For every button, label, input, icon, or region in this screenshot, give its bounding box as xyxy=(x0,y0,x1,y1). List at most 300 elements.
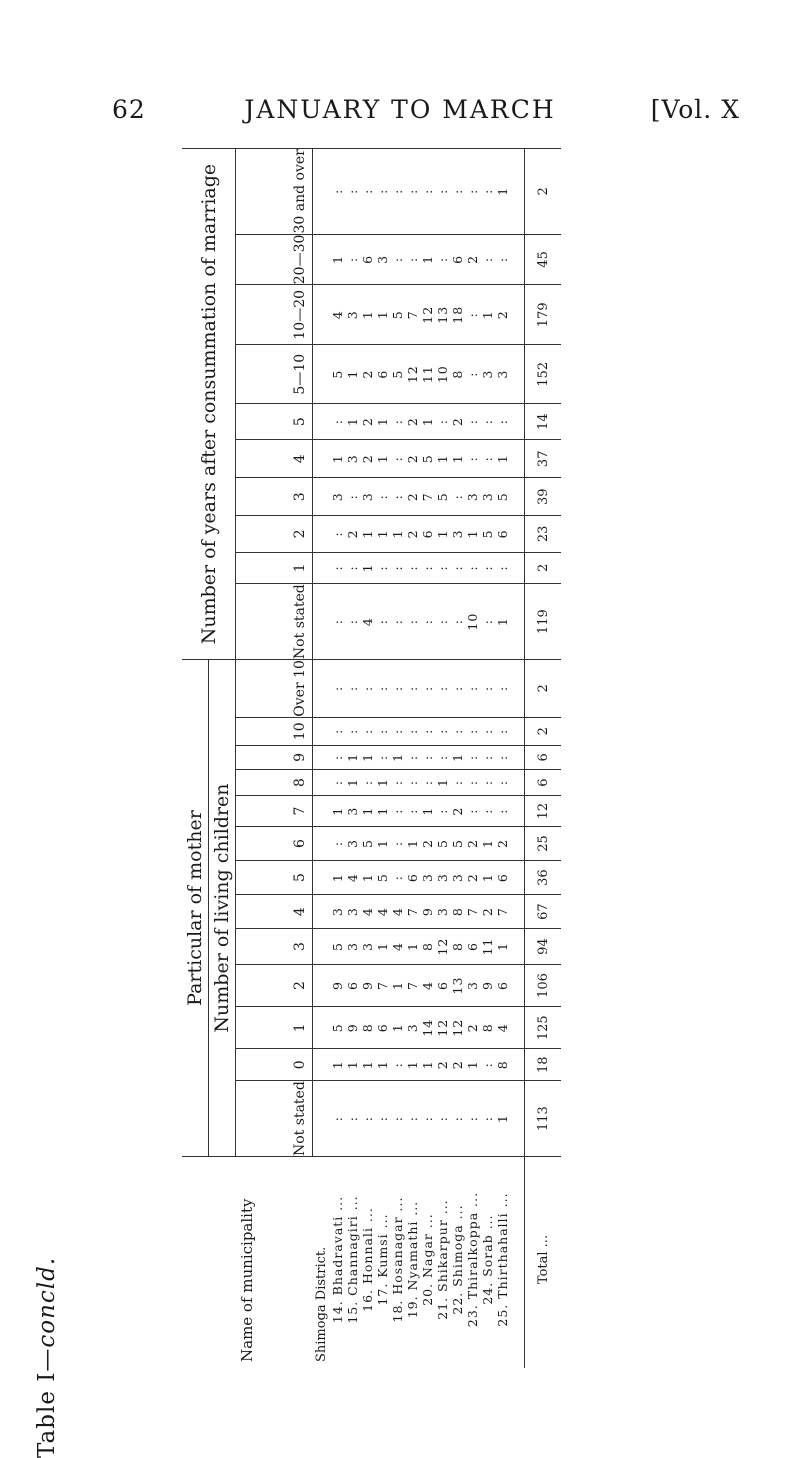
children-cell: 1 xyxy=(375,929,390,965)
children-cell: 2 xyxy=(450,796,465,827)
children-cell: 5 xyxy=(435,826,450,860)
children-cell: 1 xyxy=(330,1049,345,1081)
years-col-header: 1 xyxy=(236,552,313,584)
years-cell: : xyxy=(435,404,450,440)
children-cell: : xyxy=(360,1081,375,1157)
years-col-header: 20—30 xyxy=(236,234,313,285)
children-cell: 5 xyxy=(375,861,390,895)
children-cell: 1 xyxy=(330,861,345,895)
children-cell: 6 xyxy=(375,1007,390,1049)
years-cell: : xyxy=(405,584,420,660)
children-cell: 6 xyxy=(435,964,450,1006)
total-years-cell: 179 xyxy=(525,285,562,345)
total-children-cell: 106 xyxy=(525,964,562,1006)
years-cell: 10 xyxy=(465,584,480,660)
empty-cell xyxy=(313,478,331,516)
district-label: Shimoga District. xyxy=(313,1157,331,1369)
years-cell: : xyxy=(390,149,405,235)
children-cell: : xyxy=(465,717,480,745)
years-cell: 5 xyxy=(495,478,510,516)
years-cell: : xyxy=(465,404,480,440)
empty-cell xyxy=(313,796,331,827)
years-col-header: Not stated xyxy=(236,584,313,660)
running-title: JANUARY TO MARCH xyxy=(244,95,556,124)
years-cell: 5 xyxy=(435,478,450,516)
years-cell: : xyxy=(345,478,360,516)
years-cell: : xyxy=(405,149,420,235)
years-cell: 3 xyxy=(450,516,465,552)
table-row xyxy=(450,149,465,1369)
years-cell: 1 xyxy=(360,516,375,552)
years-cell: 2 xyxy=(405,404,420,440)
children-cell: 9 xyxy=(345,1007,360,1049)
children-col-header: 3 xyxy=(236,929,313,965)
table-row xyxy=(360,149,375,1369)
header-years-after-marriage: Number of years after consummation of marriage xyxy=(182,149,236,660)
years-cell: : xyxy=(465,345,480,404)
children-cell: 6 xyxy=(495,861,510,895)
years-col-header: 10—20 xyxy=(236,285,313,345)
children-cell: : xyxy=(450,717,465,745)
table-row xyxy=(420,149,435,1369)
children-cell: : xyxy=(405,769,420,795)
children-cell: 7 xyxy=(495,895,510,929)
children-cell: 8 xyxy=(480,1007,495,1049)
empty-cell xyxy=(510,516,525,552)
empty-cell xyxy=(313,440,331,478)
children-cell: : xyxy=(465,745,480,769)
children-cell: 6 xyxy=(495,964,510,1006)
children-cell: : xyxy=(390,717,405,745)
empty-cell xyxy=(313,861,331,895)
years-cell: 6 xyxy=(420,516,435,552)
years-cell: 2 xyxy=(450,404,465,440)
table-row xyxy=(495,149,510,1369)
table-row xyxy=(345,149,360,1369)
children-cell: : xyxy=(435,796,450,827)
years-cell: 2 xyxy=(405,478,420,516)
years-cell: : xyxy=(450,552,465,584)
years-cell: : xyxy=(450,478,465,516)
total-label: Total ... xyxy=(525,1157,562,1369)
children-cell: : xyxy=(480,1081,495,1157)
children-cell: 1 xyxy=(405,1049,420,1081)
municipality-name: 15. Channagiri ... xyxy=(345,1157,360,1369)
children-cell: 13 xyxy=(450,964,465,1006)
years-cell: : xyxy=(345,584,360,660)
empty-cell xyxy=(510,745,525,769)
years-cell: 1 xyxy=(435,440,450,478)
years-cell: 1 xyxy=(450,440,465,478)
empty-cell xyxy=(313,1081,331,1157)
page-number: 62 xyxy=(112,95,146,124)
empty-cell xyxy=(313,1049,331,1081)
children-cell: 2 xyxy=(465,1007,480,1049)
municipality-name: 25. Thirthahalli ... xyxy=(495,1157,510,1369)
empty-cell xyxy=(313,404,331,440)
children-col-header: 6 xyxy=(236,826,313,860)
children-col-header: 5 xyxy=(236,861,313,895)
years-cell: : xyxy=(480,552,495,584)
children-cell: 1 xyxy=(405,929,420,965)
children-cell: 1 xyxy=(495,1081,510,1157)
empty-cell xyxy=(510,717,525,745)
children-cell: 6 xyxy=(345,964,360,1006)
children-cell: 3 xyxy=(405,1007,420,1049)
years-cell: 1 xyxy=(360,285,375,345)
children-cell: : xyxy=(480,717,495,745)
total-children-cell: 18 xyxy=(525,1049,562,1081)
empty-cell xyxy=(510,285,525,345)
years-cell: 1 xyxy=(375,516,390,552)
years-cell: 3 xyxy=(465,478,480,516)
children-cell: : xyxy=(465,769,480,795)
years-cell: : xyxy=(480,404,495,440)
years-cell: : xyxy=(450,149,465,235)
years-cell: 1 xyxy=(435,516,450,552)
table-row xyxy=(390,149,405,1369)
children-cell: 8 xyxy=(495,1049,510,1081)
years-cell: 3 xyxy=(495,345,510,404)
table-row xyxy=(465,149,480,1369)
children-cell: 4 xyxy=(375,895,390,929)
header-living-children: Number of living children xyxy=(209,660,236,1157)
years-cell: 1 xyxy=(495,149,510,235)
years-cell: 3 xyxy=(375,234,390,285)
children-cell: 1 xyxy=(420,1049,435,1081)
children-col-header: 10 xyxy=(236,717,313,745)
years-cell: 18 xyxy=(450,285,465,345)
years-col-header: 5—10 xyxy=(236,345,313,404)
years-cell: 1 xyxy=(420,234,435,285)
children-cell: : xyxy=(405,745,420,769)
children-cell: : xyxy=(495,745,510,769)
empty-cell xyxy=(313,285,331,345)
empty-cell xyxy=(510,552,525,584)
empty-cell xyxy=(510,1157,525,1369)
empty-cell xyxy=(510,861,525,895)
children-cell: 7 xyxy=(375,964,390,1006)
empty-cell xyxy=(313,516,331,552)
children-cell: 3 xyxy=(465,964,480,1006)
children-cell: : xyxy=(480,796,495,827)
children-cell: 1 xyxy=(345,745,360,769)
total-years-cell: 39 xyxy=(525,478,562,516)
years-cell: 6 xyxy=(495,516,510,552)
children-cell: 9 xyxy=(420,895,435,929)
children-cell: 3 xyxy=(345,929,360,965)
municipality-name: 14. Bhadravati ... xyxy=(330,1157,345,1369)
children-cell: 1 xyxy=(360,796,375,827)
municipality-name: 19. Nyamathi ... xyxy=(405,1157,420,1369)
children-cell: 1 xyxy=(495,929,510,965)
years-cell: : xyxy=(405,234,420,285)
children-cell: 3 xyxy=(345,796,360,827)
years-cell: 3 xyxy=(360,478,375,516)
children-cell: 1 xyxy=(465,1049,480,1081)
children-cell: : xyxy=(330,745,345,769)
years-cell: : xyxy=(375,584,390,660)
empty-cell xyxy=(313,929,331,965)
total-children-cell: 125 xyxy=(525,1007,562,1049)
years-col-header: 2 xyxy=(236,516,313,552)
municipality-name: 17. Kumsi ... xyxy=(375,1157,390,1369)
empty-cell xyxy=(510,769,525,795)
years-cell: 1 xyxy=(495,584,510,660)
children-cell: : xyxy=(390,769,405,795)
children-cell: 7 xyxy=(465,895,480,929)
children-cell: 1 xyxy=(360,861,375,895)
table-caption xyxy=(34,1257,60,1458)
empty-cell xyxy=(510,660,525,718)
children-cell: : xyxy=(345,660,360,718)
years-cell: 5 xyxy=(330,345,345,404)
years-cell: 1 xyxy=(360,552,375,584)
years-cell: : xyxy=(435,234,450,285)
years-cell: 1 xyxy=(420,404,435,440)
header-municipality: Name of municipality xyxy=(182,1157,313,1369)
children-cell: : xyxy=(495,796,510,827)
children-cell: 8 xyxy=(450,895,465,929)
years-cell: 1 xyxy=(375,285,390,345)
children-col-header: 1 xyxy=(236,1007,313,1049)
years-cell: : xyxy=(435,584,450,660)
children-cell: : xyxy=(390,796,405,827)
empty-cell xyxy=(510,1081,525,1157)
children-cell: 14 xyxy=(420,1007,435,1049)
empty-cell xyxy=(510,895,525,929)
empty-cell xyxy=(510,404,525,440)
children-cell: 2 xyxy=(465,826,480,860)
years-cell: 5 xyxy=(390,285,405,345)
children-cell: 3 xyxy=(345,826,360,860)
years-cell: 3 xyxy=(345,285,360,345)
children-cell: 2 xyxy=(480,895,495,929)
municipality-name: 20. Nagar ... xyxy=(420,1157,435,1369)
years-cell: : xyxy=(345,552,360,584)
years-cell: : xyxy=(465,440,480,478)
years-cell: : xyxy=(390,478,405,516)
empty-cell xyxy=(510,929,525,965)
children-cell: : xyxy=(405,796,420,827)
children-cell: : xyxy=(420,717,435,745)
children-cell: 1 xyxy=(450,745,465,769)
children-cell: : xyxy=(405,717,420,745)
children-cell: 1 xyxy=(480,826,495,860)
years-cell: 5 xyxy=(480,516,495,552)
municipality-name: 22. Shimoga ... xyxy=(450,1157,465,1369)
years-cell: : xyxy=(330,149,345,235)
years-cell: : xyxy=(330,584,345,660)
total-years-cell: 2 xyxy=(525,552,562,584)
years-cell: 1 xyxy=(345,345,360,404)
children-cell: 3 xyxy=(450,861,465,895)
years-cell: 2 xyxy=(360,440,375,478)
children-col-header: Over 10 xyxy=(236,660,313,718)
children-cell: 3 xyxy=(435,895,450,929)
children-cell: : xyxy=(420,1081,435,1157)
children-cell: 1 xyxy=(375,826,390,860)
children-cell: : xyxy=(330,1081,345,1157)
children-cell: : xyxy=(390,1081,405,1157)
table-row xyxy=(405,149,420,1369)
children-cell: 5 xyxy=(450,826,465,860)
years-cell: : xyxy=(330,552,345,584)
years-cell: 7 xyxy=(405,285,420,345)
years-cell: : xyxy=(330,404,345,440)
total-children-cell: 2 xyxy=(525,717,562,745)
years-cell: : xyxy=(495,552,510,584)
empty-cell xyxy=(313,745,331,769)
empty-cell xyxy=(510,584,525,660)
children-cell: : xyxy=(330,769,345,795)
years-cell: 2 xyxy=(360,404,375,440)
children-cell: : xyxy=(435,717,450,745)
municipality-name: 21. Shikarpur ... xyxy=(435,1157,450,1369)
children-cell: 3 xyxy=(345,895,360,929)
children-cell: : xyxy=(465,660,480,718)
children-cell: 2 xyxy=(495,826,510,860)
children-cell: 4 xyxy=(390,895,405,929)
children-cell: 2 xyxy=(450,1049,465,1081)
total-years-cell: 152 xyxy=(525,345,562,404)
children-cell: 1 xyxy=(420,796,435,827)
children-cell: 8 xyxy=(450,929,465,965)
children-cell: : xyxy=(435,1081,450,1157)
children-cell: 7 xyxy=(405,964,420,1006)
years-cell: : xyxy=(360,149,375,235)
years-col-header: 5 xyxy=(236,404,313,440)
children-cell: : xyxy=(450,1081,465,1157)
years-cell: 6 xyxy=(375,345,390,404)
years-cell: 2 xyxy=(360,345,375,404)
children-cell: : xyxy=(420,769,435,795)
children-cell: : xyxy=(390,861,405,895)
years-cell: 1 xyxy=(390,516,405,552)
empty-cell xyxy=(510,478,525,516)
children-cell: 6 xyxy=(405,861,420,895)
children-cell: : xyxy=(360,660,375,718)
total-children-cell: 6 xyxy=(525,769,562,795)
children-cell: : xyxy=(405,660,420,718)
children-cell: : xyxy=(495,717,510,745)
years-cell: 2 xyxy=(345,516,360,552)
empty-cell xyxy=(510,964,525,1006)
total-children-cell: 36 xyxy=(525,861,562,895)
years-cell: : xyxy=(375,552,390,584)
years-cell: : xyxy=(345,149,360,235)
years-cell: : xyxy=(480,584,495,660)
children-cell: 1 xyxy=(375,769,390,795)
empty-cell xyxy=(510,1007,525,1049)
years-cell: : xyxy=(465,149,480,235)
children-cell: : xyxy=(360,769,375,795)
empty-cell xyxy=(313,345,331,404)
municipality-name: 24. Sorab ... xyxy=(480,1157,495,1369)
years-cell: : xyxy=(405,552,420,584)
children-cell: 9 xyxy=(360,964,375,1006)
children-cell: 7 xyxy=(405,895,420,929)
children-cell: : xyxy=(405,1081,420,1157)
years-cell: 1 xyxy=(375,440,390,478)
children-col-header: 0 xyxy=(236,1049,313,1081)
children-cell: 3 xyxy=(420,861,435,895)
years-cell: : xyxy=(495,234,510,285)
years-cell: : xyxy=(495,404,510,440)
table-row xyxy=(480,149,495,1369)
children-cell: : xyxy=(345,1081,360,1157)
children-cell: : xyxy=(480,1049,495,1081)
children-cell: : xyxy=(465,796,480,827)
children-cell: : xyxy=(420,660,435,718)
empty-cell xyxy=(313,1007,331,1049)
years-cell: : xyxy=(480,440,495,478)
empty-cell xyxy=(510,1049,525,1081)
total-children-cell: 12 xyxy=(525,796,562,827)
children-col-header: 2 xyxy=(236,964,313,1006)
children-cell: : xyxy=(360,717,375,745)
municipality-name: 18. Hosanagar ... xyxy=(390,1157,405,1369)
empty-cell xyxy=(510,234,525,285)
total-years-cell: 2 xyxy=(525,149,562,235)
years-cell: 10 xyxy=(435,345,450,404)
total-years-cell: 45 xyxy=(525,234,562,285)
children-cell: 1 xyxy=(480,861,495,895)
children-col-header: 7 xyxy=(236,796,313,827)
years-cell: : xyxy=(435,149,450,235)
empty-cell xyxy=(313,234,331,285)
children-cell: 1 xyxy=(375,796,390,827)
years-cell: 7 xyxy=(420,478,435,516)
years-cell: 3 xyxy=(330,478,345,516)
children-cell: 8 xyxy=(420,929,435,965)
total-years-cell: 119 xyxy=(525,584,562,660)
children-cell: 3 xyxy=(360,929,375,965)
children-cell: 1 xyxy=(360,745,375,769)
children-cell: 5 xyxy=(360,826,375,860)
children-cell: 1 xyxy=(390,745,405,769)
years-cell: 12 xyxy=(420,285,435,345)
years-cell: : xyxy=(420,149,435,235)
total-row xyxy=(525,149,562,1369)
years-cell: : xyxy=(435,552,450,584)
years-cell: 2 xyxy=(405,516,420,552)
years-cell: 2 xyxy=(465,234,480,285)
empty-cell xyxy=(510,796,525,827)
children-cell: 1 xyxy=(345,1049,360,1081)
years-cell: : xyxy=(465,552,480,584)
years-cell: 12 xyxy=(405,345,420,404)
children-cell: : xyxy=(435,660,450,718)
empty-cell xyxy=(313,717,331,745)
children-cell: : xyxy=(375,660,390,718)
years-cell: 5 xyxy=(390,345,405,404)
children-cell: 3 xyxy=(330,895,345,929)
children-cell: 2 xyxy=(465,861,480,895)
children-cell: 9 xyxy=(480,964,495,1006)
years-cell: 1 xyxy=(480,285,495,345)
empty-cell xyxy=(313,964,331,1006)
years-cell: : xyxy=(465,285,480,345)
empty-cell xyxy=(313,826,331,860)
children-cell: 6 xyxy=(465,929,480,965)
years-cell: 3 xyxy=(345,440,360,478)
children-cell: 1 xyxy=(435,769,450,795)
total-children-cell: 94 xyxy=(525,929,562,965)
children-cell: 8 xyxy=(360,1007,375,1049)
years-cell: 3 xyxy=(480,345,495,404)
years-cell: : xyxy=(390,552,405,584)
